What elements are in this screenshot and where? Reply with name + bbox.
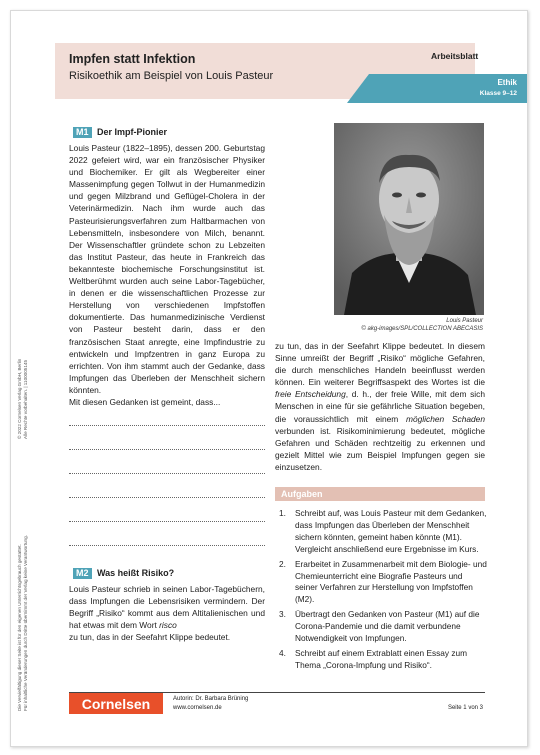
m2-text-right <box>275 340 485 473</box>
m2-term-risco: risco <box>159 620 177 631</box>
grade-label: Klasse 9–12 <box>479 90 517 97</box>
aufgaben-heading: Aufgaben <box>281 489 323 499</box>
m1-prompt: Mit diesen Gedanken ist gemeint, dass... <box>69 396 221 407</box>
sidebar-copyright <box>17 359 29 439</box>
page-subtitle: Risikoethik am Beispiel von Louis Pasteur <box>69 70 274 82</box>
m2-text-start: Louis Pasteur schrieb in seinen Labor-Tagebüchern, dass Impfungen die Lebensrisiken vermindern. Der Begriff „Risiko“ kommt aus dem Altitalienischen und hat etwas mit dem Wort <box>69 584 265 631</box>
m2-text-mid2: , d. h., der freie Wille, mit dem sich Menschen in eine für sie gefährliche Situation begeben, die voraussichtlich mit einem <box>275 389 485 424</box>
task-number: 2. <box>279 558 286 569</box>
photo-caption-credit: © akg-images/SPL/COLLECTION ABECASIS <box>361 326 483 332</box>
rights-text: Alle Rechte vorbehalten. | 1100005145 <box>23 359 28 439</box>
m2-text-mid-a: zu tun, das in der Seefahrt Klippe bedeutet. <box>69 632 231 643</box>
task-text: Schreibt auf, was Louis Pasteur mit dem Gedanken, dass Impfungen das Überleben der Menschheit sichern könnten, gemeint haben könnte (M1). Vergleicht anschließend eure Ergebnisse im Kurs. <box>295 508 487 554</box>
footer-author: Autorin: Dr. Barbara Brüning <box>173 696 249 702</box>
m2-heading: Was heißt Risiko? <box>97 568 175 578</box>
task-item <box>275 609 487 645</box>
task-text: Erarbeitet in Zusammenarbeit mit dem Biologie- und Chemieunterricht eine Biografie Pasteurs und seiner Verfahren zur Herstellung von Impfstoffen (M2). <box>295 558 487 605</box>
cornelsen-logo: Cornelsen <box>69 693 163 714</box>
m1-label: M1 <box>73 127 92 138</box>
task-text: Schreibt auf einem Extrablatt einen Essay zum Thema „Corona-Impfung und Risiko“. <box>295 647 468 670</box>
footer-website[interactable]: www.cornelsen.de <box>173 705 222 711</box>
page-title: Impfen statt Infektion <box>69 52 196 66</box>
doc-type-label: Arbeitsblatt <box>431 51 479 61</box>
page-number: Seite 1 von 3 <box>447 705 483 711</box>
m2-term-freie: freie Entscheidung <box>275 389 346 400</box>
answer-line[interactable] <box>69 449 265 450</box>
sidebar-usage <box>17 535 29 711</box>
m2-text-end: verbunden ist. Risikominimierung bedeutet, mögliche Gefahren und Schäden rechtzeitig zu erkennen und gezielt Mittel wie zum Beispiel Impfungen gegen sie einzusetzen. <box>275 425 485 472</box>
usage-text-1: Die Vervielfältigung dieser Seite ist für den eigenen Unterrichtsgebrauch gestattet. <box>17 544 22 711</box>
answer-line[interactable] <box>69 545 265 546</box>
portrait-image <box>334 123 484 315</box>
answer-line[interactable] <box>69 497 265 498</box>
answer-line[interactable] <box>69 425 265 426</box>
answer-line[interactable] <box>69 521 265 522</box>
m1-paragraph: Louis Pasteur (1822–1895), dessen 200. Geburtstag 2022 gefeiert wird, war ein französischer Physiker und Biochemiker. Er gilt als Wegbereiter einer Massenimpfung gegen Tollwut in der Humanmedizin und gegen Milzbrand und Geflügel-Cholera in der Veterinärmedizin. Nach ihm wurde auch das Pasteurisierungsverfahren zum Haltbarmachen von Lebensmitteln, insbesondere von Milch, benannt. Der Wissenschaftler gründete schon zu Lebzeiten das Institut Pasteur, das heute in Frankreich das bekannteste biochemische Forschungsinstitut ist. Weltberühmt wurden auch seine Labor-Tagebücher, in denen er die wissenschaftlichen Prozesse zur Herstellung von verschiedenen Impfstoffen dokumentierte. Das humanmedizinische Verdienst von Pasteur besteht darin, dass er den französischen Staat anregte, eine Impfindustrie zu entwickeln und Impfzentren in ganz Europa zu errichten. Von ihm stammt auch der Gedanke, dass Impfungen das Überleben der Menschheit sichern könnten. <box>69 143 265 395</box>
task-number: 1. <box>279 508 286 518</box>
pasteur-portrait <box>334 123 484 315</box>
photo-caption-name: Louis Pasteur <box>446 318 483 324</box>
task-item <box>275 508 487 556</box>
task-item <box>275 648 487 672</box>
m2-text-mid: zu tun, das in der Seefahrt Klippe bedeutet. In diesem Sinne umreißt der Begriff „Risiko“ mögliche Gefahren, die durch menschliches Handeln beeinflusst werden können. Ein weiterer Begriffsaspekt des Wortes ist die <box>275 341 485 388</box>
m2-label: M2 <box>73 568 92 579</box>
answer-line[interactable] <box>69 473 265 474</box>
subject-label: Ethik <box>497 78 517 87</box>
copyright-text: © 2022 Cornelsen Verlag GmbH, Berlin <box>17 358 22 439</box>
m1-text <box>69 142 265 408</box>
task-list <box>275 508 487 675</box>
m2-term-schaden: möglichen Schaden <box>406 413 485 424</box>
task-text: Übertragt den Gedanken von Pasteur (M1) auf die Corona-Pandemie und die damit verbundene Notwendigkeit von Impfungen. <box>295 609 480 644</box>
usage-text-2: Für inhaltliche Veränderungen durch Dritte übernimmt der Verlag keine Verantwortung. <box>23 535 28 711</box>
task-number: 3. <box>279 609 286 620</box>
task-number: 4. <box>279 647 286 658</box>
m2-text-left <box>69 583 265 643</box>
task-item <box>275 559 487 607</box>
m1-heading: Der Impf-Pionier <box>97 127 168 137</box>
worksheet-page <box>10 10 528 747</box>
